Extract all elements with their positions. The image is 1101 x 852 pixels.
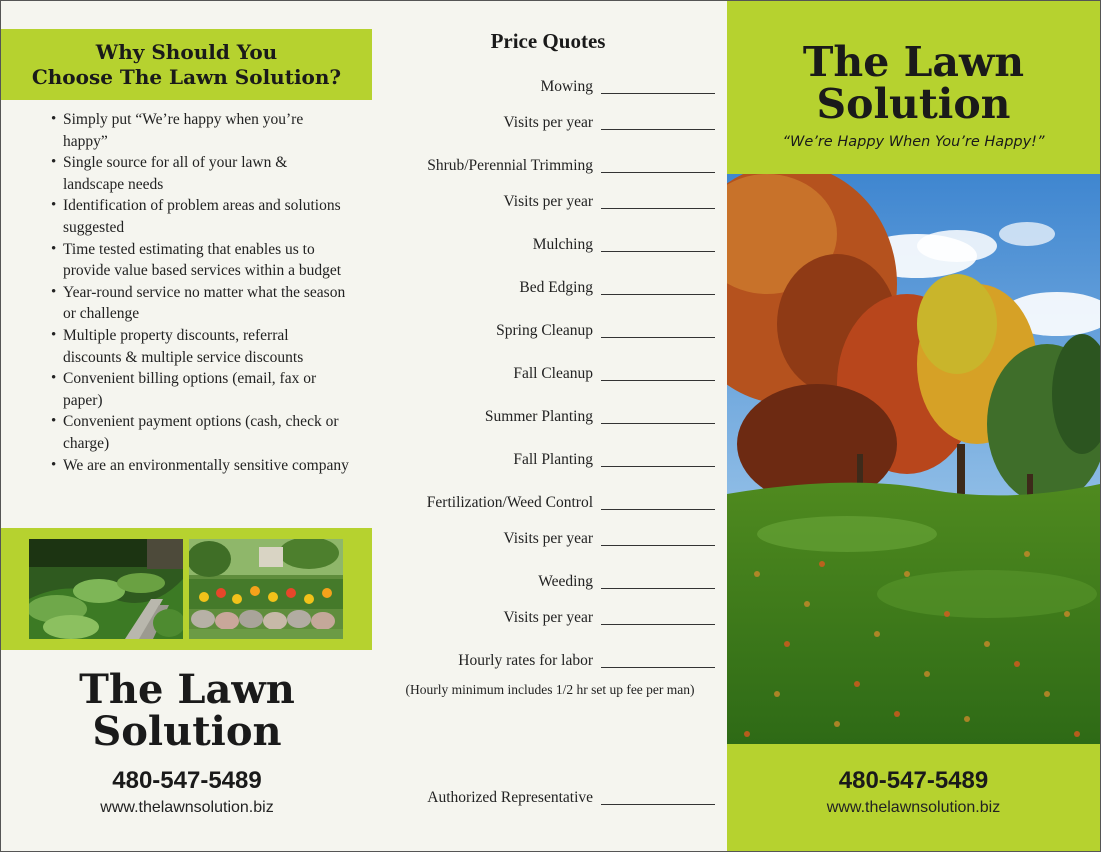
quote-blank-line bbox=[601, 624, 715, 625]
why-choose-header bbox=[1, 29, 372, 100]
company-logo-text bbox=[1, 666, 373, 755]
quote-label: Weeding bbox=[538, 573, 593, 590]
quote-row-hourly-rates bbox=[373, 650, 715, 672]
website-url: www.thelawnsolution.biz bbox=[826, 799, 1001, 816]
quote-row-bed-edging bbox=[373, 277, 715, 299]
quote-label: Visits per year bbox=[503, 114, 593, 131]
brand-line2: Solution bbox=[92, 708, 282, 755]
quote-label: Mowing bbox=[540, 78, 593, 95]
brand-line1: The Lawn bbox=[802, 38, 1025, 86]
phone-number: 480-547-5489 bbox=[838, 767, 989, 794]
quote-label: Summer Planting bbox=[484, 408, 593, 425]
list-item: • Simply put “We’re happy when you’re happy” bbox=[49, 109, 349, 152]
list-item: • Time tested estimating that enables us to provide value based services within a budget bbox=[49, 239, 349, 282]
quote-blank-line bbox=[601, 337, 715, 338]
autumn-lawn-photo bbox=[727, 174, 1100, 744]
quote-blank-line bbox=[601, 588, 715, 589]
quote-blank-line bbox=[601, 423, 715, 424]
signature-label: Authorized Representative bbox=[427, 789, 593, 806]
quote-row-fertilization bbox=[373, 492, 715, 514]
quote-label: Spring Cleanup bbox=[496, 322, 593, 339]
brand-line2: Solution bbox=[816, 80, 1011, 128]
quote-row-mowing bbox=[373, 76, 715, 98]
quote-label: Bed Edging bbox=[519, 279, 593, 296]
quote-row-spring-cleanup bbox=[373, 320, 715, 342]
quote-label: Fall Cleanup bbox=[513, 365, 593, 382]
photo-band bbox=[1, 528, 372, 650]
quote-blank-line bbox=[601, 172, 715, 173]
quote-label: Mulching bbox=[532, 236, 593, 253]
quote-blank-line bbox=[601, 667, 715, 668]
list-item: • Convenient payment options (cash, check or charge) bbox=[49, 411, 349, 454]
quote-blank-line bbox=[601, 466, 715, 467]
quote-blank-line bbox=[601, 251, 715, 252]
quote-blank-line bbox=[601, 509, 715, 510]
phone-number: 480-547-5489 bbox=[112, 767, 262, 794]
list-item: • We are an environmentally sensitive company bbox=[49, 455, 349, 477]
quote-blank-line bbox=[601, 380, 715, 381]
quote-blank-line bbox=[601, 545, 715, 546]
cover-panel bbox=[727, 1, 1100, 851]
signature-line bbox=[601, 804, 715, 805]
quote-blank-line bbox=[601, 208, 715, 209]
quote-label: Visits per year bbox=[503, 609, 593, 626]
quote-row-mulching bbox=[373, 234, 715, 256]
quote-row-fall-cleanup bbox=[373, 363, 715, 385]
why-heading-line2: Choose The Lawn Solution? bbox=[31, 65, 342, 89]
company-logo-text bbox=[727, 38, 1100, 128]
quote-row-trimming bbox=[373, 155, 715, 177]
list-item: • Identification of problem areas and solutions suggested bbox=[49, 195, 349, 238]
quote-row-visits bbox=[373, 191, 715, 213]
quote-row-weeding bbox=[373, 571, 715, 593]
signature-row bbox=[373, 787, 715, 809]
quote-row-fall-planting bbox=[373, 449, 715, 471]
quote-label: Visits per year bbox=[503, 530, 593, 547]
price-quotes-title: Price Quotes bbox=[490, 29, 606, 53]
quote-row-visits bbox=[373, 112, 715, 134]
quote-label: Fertilization/Weed Control bbox=[426, 494, 593, 511]
quote-label: Fall Planting bbox=[513, 451, 593, 468]
list-item: • Single source for all of your lawn & landscape needs bbox=[49, 152, 349, 195]
list-item: • Year-round service no matter what the season or challenge bbox=[49, 282, 349, 325]
list-item: • Convenient billing options (email, fax or paper) bbox=[49, 368, 349, 411]
website-url: www.thelawnsolution.biz bbox=[100, 799, 274, 816]
reasons-list bbox=[49, 109, 349, 476]
quote-row-visits bbox=[373, 607, 715, 629]
list-item: • Multiple property discounts, referral discounts & multiple service discounts bbox=[49, 325, 349, 368]
quote-label: Visits per year bbox=[503, 193, 593, 210]
tagline: “We’re Happy When You’re Happy!” bbox=[782, 134, 1045, 150]
hourly-minimum-note: (Hourly minimum includes 1/2 hr set up fee per man) bbox=[405, 682, 695, 697]
left-panel bbox=[1, 1, 373, 851]
price-quotes-panel bbox=[373, 1, 727, 851]
why-heading-line1: Why Should You bbox=[95, 40, 278, 64]
garden-path-photo bbox=[29, 539, 183, 639]
brand-line1: The Lawn bbox=[79, 666, 295, 713]
quote-row-summer-planting bbox=[373, 406, 715, 428]
quote-blank-line bbox=[601, 93, 715, 94]
quote-label: Shrub/Perennial Trimming bbox=[427, 157, 593, 174]
quote-row-visits bbox=[373, 528, 715, 550]
quote-label: Hourly rates for labor bbox=[458, 652, 593, 669]
quote-blank-line bbox=[601, 129, 715, 130]
flower-bed-photo bbox=[189, 539, 343, 639]
quote-blank-line bbox=[601, 294, 715, 295]
